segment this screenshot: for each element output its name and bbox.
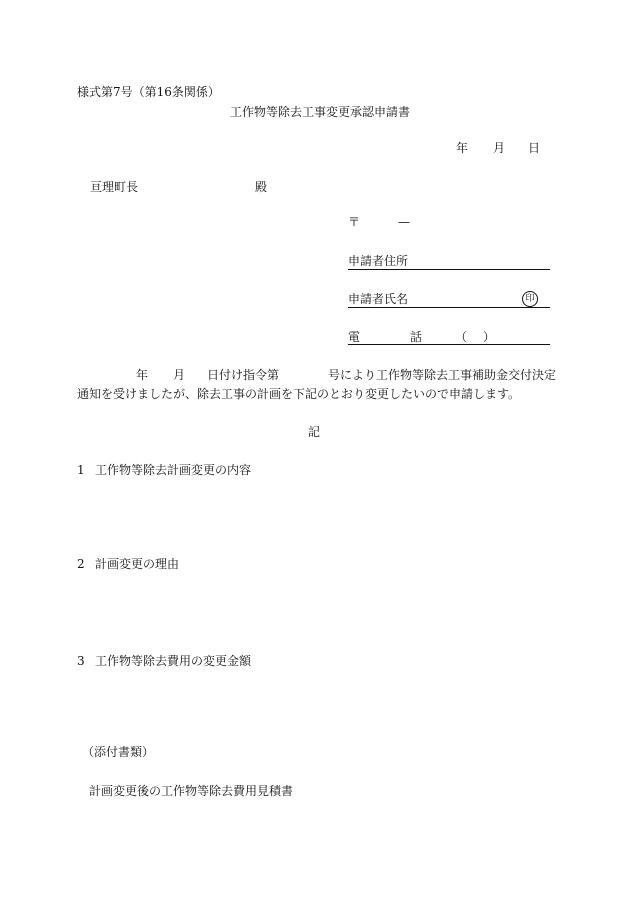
phone-paren-open: （ <box>455 330 468 344</box>
body-month-label: 月 <box>173 368 186 382</box>
date-day-label: 日 <box>528 141 541 155</box>
document-title: 工作物等除去工事変更承認申請書 <box>230 105 411 119</box>
phone-label-second: 話 <box>410 330 423 344</box>
attachment-item: 計画変更後の工作物等除去費用見積書 <box>89 784 294 798</box>
applicant-address-label: 申請者住所 <box>348 254 409 268</box>
item-number: 2 <box>77 557 85 571</box>
item-label: 工作物等除去計画変更の内容 <box>95 463 252 477</box>
body-text-part1: 日付け指令第 <box>207 368 280 382</box>
applicant-name-field <box>348 291 550 308</box>
item-label: 工作物等除去費用の変更金額 <box>95 654 252 668</box>
attachments-heading: （添付書類） <box>82 745 155 759</box>
addressee-honorific: 殿 <box>255 180 268 194</box>
phone-paren-close: ） <box>483 330 496 344</box>
phone-label-first: 電 <box>348 330 361 344</box>
list-item <box>77 462 251 478</box>
item-label: 計画変更の理由 <box>95 557 180 571</box>
body-year-label: 年 <box>136 368 149 382</box>
postal-mark: 〒 <box>348 215 361 229</box>
body-text-line2: 通知を受けましたが、除去工事の計画を下記のとおり変更したいので申請します。 <box>77 387 521 401</box>
applicant-address-field <box>348 253 550 270</box>
list-item <box>77 653 251 669</box>
form-number: 様式第7号（第16条関係） <box>77 85 220 99</box>
date-year-label: 年 <box>456 141 469 155</box>
addressee-name: 亘理町長 <box>90 180 139 194</box>
date-month-label: 月 <box>493 141 506 155</box>
applicant-phone-field <box>348 328 550 345</box>
postal-dash: — <box>398 215 410 229</box>
item-number: 3 <box>77 654 85 668</box>
list-item <box>77 556 179 572</box>
ki-heading: 記 <box>308 425 321 439</box>
body-text-part2: 号により工作物等除去工事補助金交付決定 <box>328 368 557 382</box>
seal-mark: 印 <box>522 291 538 307</box>
applicant-name-label: 申請者氏名 <box>348 292 409 306</box>
item-number: 1 <box>77 463 85 477</box>
